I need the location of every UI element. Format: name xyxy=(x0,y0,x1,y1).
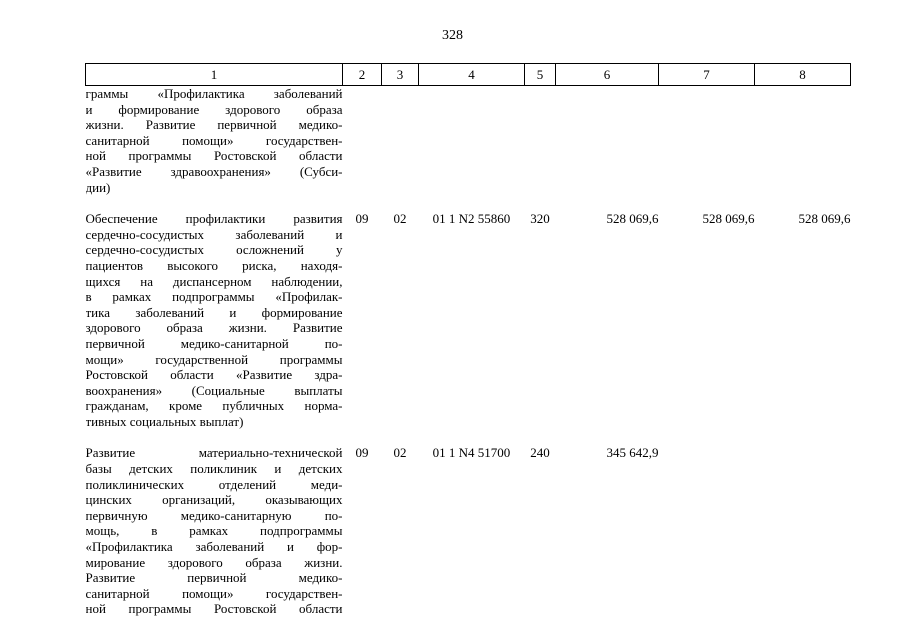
description-line: сердечно-сосудистых заболеваний и xyxy=(85,226,343,242)
column-header-2: 2 xyxy=(343,64,382,86)
column-header-1: 1 xyxy=(86,64,343,86)
cell-amount-2 xyxy=(659,86,755,196)
cell-expense-type xyxy=(525,86,556,196)
description-line: пациентов высокого риска, находя- xyxy=(85,257,343,273)
cell-section: 09 xyxy=(355,211,369,227)
table-row xyxy=(86,429,851,617)
description-line: первичную медико-санитарную по- xyxy=(85,507,343,523)
cell-subsection: 02 xyxy=(393,445,407,461)
column-header-7: 7 xyxy=(659,64,755,86)
cell-section: 09 xyxy=(355,445,369,461)
column-header-8: 8 xyxy=(755,64,851,86)
cell-amount-2 xyxy=(659,429,755,617)
description-line: щихся на диспансерном наблюдении, xyxy=(85,273,343,289)
column-header-3: 3 xyxy=(382,64,419,86)
description-line: «Развитие здравоохранения» (Субси- xyxy=(85,163,343,179)
description-line: здорового образа жизни. Развитие xyxy=(85,320,343,336)
table-row xyxy=(86,195,851,429)
description-line: и формирование здорового образа xyxy=(85,101,343,117)
description-line: воохранения» (Социальные выплаты xyxy=(85,382,343,398)
description-line: мирование здорового образа жизни. xyxy=(85,554,343,570)
cell-amount-1: 345 642,9 xyxy=(606,445,659,461)
page-number: 328 xyxy=(442,28,463,43)
description-line: тивных социальных выплат) xyxy=(85,413,244,429)
description-line: «Профилактика заболеваний и фор- xyxy=(85,539,343,555)
description-line: жизни. Развитие первичной медико- xyxy=(85,117,343,133)
description-line: базы детских поликлиник и детских xyxy=(85,461,343,477)
column-header-6: 6 xyxy=(556,64,659,86)
description-line: граммы «Профилактика заболеваний xyxy=(85,86,343,101)
cell-expense-type: 320 xyxy=(530,211,550,227)
cell-subsection xyxy=(382,86,419,196)
cell-amount-1: 528 069,6 xyxy=(606,211,659,227)
cell-target-code: 01 1 N2 55860 xyxy=(432,211,511,227)
cell-amount-1 xyxy=(556,86,659,196)
description-line: тика заболеваний и формирование xyxy=(85,304,343,320)
row-description xyxy=(86,195,343,429)
description-line: поликлинических отделений меди- xyxy=(85,476,343,492)
row-description xyxy=(86,86,343,196)
cell-amount-3 xyxy=(755,429,851,617)
column-header-5: 5 xyxy=(525,64,556,86)
description-line: ной программы Ростовской области xyxy=(85,148,343,164)
description-line: дии) xyxy=(85,179,111,195)
budget-table xyxy=(85,63,851,617)
cell-amount-3: 528 069,6 xyxy=(798,211,851,227)
column-header-4: 4 xyxy=(419,64,525,86)
cell-amount-3 xyxy=(755,86,851,196)
cell-expense-type: 240 xyxy=(530,445,550,461)
description-line: первичной медико-санитарной по- xyxy=(85,335,343,351)
description-line: Обеспечение профилактики развития xyxy=(85,211,343,227)
cell-subsection: 02 xyxy=(393,211,407,227)
description-line: в рамках подпрограммы «Профилак- xyxy=(85,289,343,305)
table-row xyxy=(86,86,851,196)
description-line: ной программы Ростовской области xyxy=(85,601,343,617)
description-line: мощи» государственной программы xyxy=(85,351,343,367)
description-line: цинских организаций, оказывающих xyxy=(85,492,343,508)
description-line: санитарной помощи» государствен- xyxy=(85,132,343,148)
description-line: Ростовской области «Развитие здра- xyxy=(85,367,343,383)
description-line: Развитие материально-технической xyxy=(85,445,343,461)
table-header-row xyxy=(86,64,851,86)
description-line: сердечно-сосудистых осложнений у xyxy=(85,242,343,258)
description-line: санитарной помощи» государствен- xyxy=(85,585,343,601)
description-line: гражданам, кроме публичных норма- xyxy=(85,398,343,414)
description-line: мощь, в рамках подпрограммы xyxy=(85,523,343,539)
cell-target-code xyxy=(419,86,525,196)
cell-amount-2: 528 069,6 xyxy=(702,211,755,227)
cell-section xyxy=(343,86,382,196)
description-line: Развитие первичной медико- xyxy=(85,570,343,586)
row-description xyxy=(86,429,343,617)
cell-target-code: 01 1 N4 51700 xyxy=(432,445,511,461)
